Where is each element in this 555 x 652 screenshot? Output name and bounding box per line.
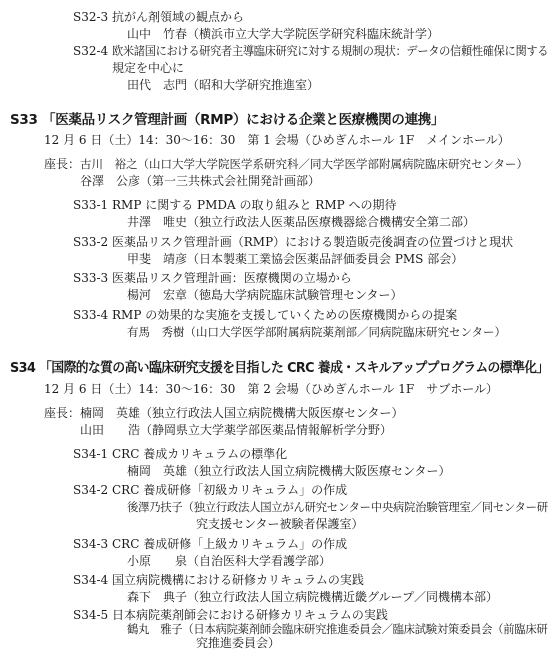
talk-title-cont: 規定を中心に (112, 61, 185, 75)
chair-name: 谷澤 公彦（第一三共株式会社開発計画部） (80, 174, 321, 188)
talk-speaker: 楊河 宏章（徳島大学病院臨床試験管理センター） (127, 288, 403, 302)
talk-id: S33-1 (73, 198, 109, 212)
chair-name: 山田 浩（静岡県立大学薬学部医薬品情報解析学分野） (80, 423, 393, 437)
talk-id: S34-1 (73, 447, 109, 461)
talk-speaker: 小原 泉（自治医科大学看護学部） (127, 554, 332, 568)
talk-title: 日本病院薬剤師会における研修カリキュラムの実践 (112, 608, 388, 622)
talk-speaker: 山中 竹春（横浜市立大学大学院医学研究科臨床統計学） (127, 27, 440, 41)
talk-id: S34-2 (73, 483, 109, 497)
talk-speaker: 甲斐 靖彦（日本製薬工業協会医薬品評価委員会 PMS 部会） (127, 252, 464, 266)
talk-speaker: 井澤 唯史（独立行政法人医薬品医療機器総合機構安全第二部） (127, 215, 476, 229)
session-heading (10, 361, 549, 376)
session-datetime: 12 月 6 日（土）14：30〜16：30 第 2 会場（ひめぎんホール 1F サブホール） (44, 382, 498, 396)
session-datetime: 12 月 6 日（土）14：30〜16：30 第 1 会場（ひめぎんホール 1F メインホール） (44, 133, 510, 147)
talk-title: 国立病院機構における研修カリキュラムの実践 (112, 573, 364, 587)
talk-id: S34-5 (73, 608, 109, 622)
talk-speaker: 森下 典子（独立行政法人国立病院機構近畿グループ／同機構本部） (127, 590, 499, 604)
talk-title: CRC 養成カリキュラムの標準化 (112, 447, 288, 461)
chair-name: 古川 裕之（山口大学大学院医学系研究科／同大学医学部附属病院臨床研究センター） (80, 157, 529, 171)
talk-id: S34-4 (73, 573, 109, 587)
talk-id: S33-3 (73, 271, 109, 285)
talk-title: RMP に関する PMDA の取り組みと RMP への期待 (112, 198, 397, 212)
talk-speaker: 後澤乃扶子（独立行政法人国立がん研究センター中央病院治験管理室／同センター研 (127, 500, 548, 514)
talk-title: CRC 養成研修「初級カリキュラム」の作成 (112, 483, 348, 497)
talk-id: S34-3 (73, 537, 109, 551)
talk-speaker-cont: 究推進委員会） (196, 636, 281, 650)
chair-label: 座長： (44, 406, 81, 420)
talk-speaker-cont: 究支援センター被験者保護室） (196, 517, 364, 531)
talk-speaker: 有馬 秀樹（山口大学医学部附属病院薬剤部／同病院臨床研究センター） (127, 325, 507, 339)
talk-id: S32-3 (73, 10, 109, 24)
chair-name: 楠岡 英雄（独立行政法人国立病院機構大阪医療センター） (80, 406, 404, 420)
session-heading (10, 113, 444, 128)
talk-title: 欧米諸国における研究者主導臨床研究に対する規制の現状：データの信頼性確保に関する (112, 44, 549, 58)
session-title: 「医薬品リスク管理計画（RMP）における企業と医療機関の連携」 (42, 112, 445, 128)
talk-title: RMP の効果的な実施を支援していくための医療機関からの提案 (112, 308, 458, 322)
talk-speaker: 田代 志門（昭和大学研究推進室） (127, 78, 320, 92)
talk-title: 医薬品リスク管理計画（RMP）における製造販売後調査の位置づけと現状 (112, 235, 514, 249)
chair-label: 座長： (44, 157, 81, 171)
session-id: S33 (10, 112, 38, 128)
talk-title: CRC 養成研修「上級カリキュラム」の作成 (112, 537, 348, 551)
session-title: 「国際的な質の高い臨床研究支援を目指した CRC 養成・スキルアッププログラムの標準化」 (39, 360, 549, 376)
talk-speaker: 鶴丸 雅子（日本病院薬剤師会臨床研究推進委員会／臨床試験対策委員会（前臨床研 (127, 622, 548, 636)
session-id: S34 (10, 360, 36, 376)
talk-speaker: 楠岡 英雄（独立行政法人国立病院機構大阪医療センター） (127, 464, 451, 478)
talk-id: S33-2 (73, 235, 109, 249)
talk-id: S33-4 (73, 308, 109, 322)
talk-title: 医薬品リスク管理計画：医療機関の立場から (112, 271, 352, 285)
talk-id: S32-4 (73, 44, 109, 58)
talk-title: 抗がん剤領域の観点から (112, 10, 245, 24)
